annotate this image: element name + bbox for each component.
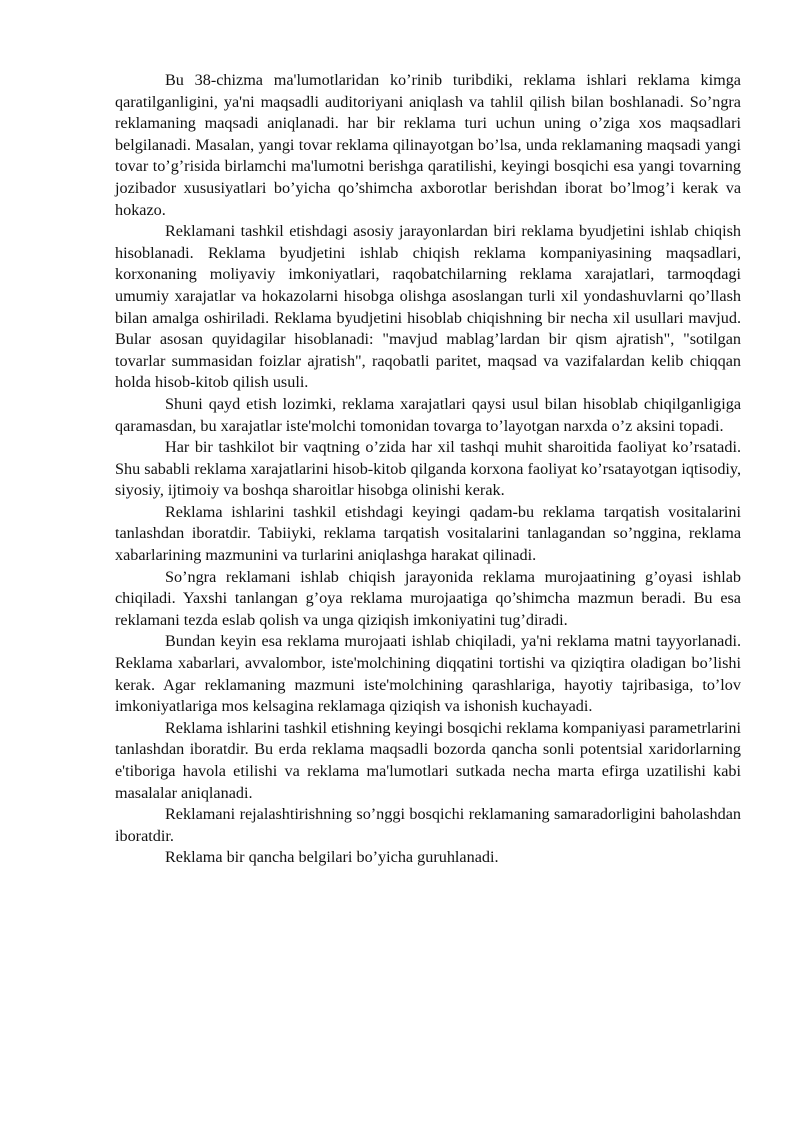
paragraph-1: Bu 38-chizma ma'lumotlaridan ko’rinib turibdiki, reklama ishlari reklama kimga qaratilganligini, ya'ni maqsadli auditoriyani aniqlash va tahlil qilish bilan boshlanadi. So’ngra reklamaning maqsadi aniqlanadi. har bir reklama turi uchun uning o’ziga xos maqsadlari belgilanadi. Masalan, yangi tovar reklama qilinayotgan bo’lsa, unda reklamaning maqsadi yangi tovar to’g’risida birlamchi ma'lumotni berishga qaratilishi, keyingi bosqichi esa yangi tovarning jozibador xususiyatlari bo’yicha qo’shimcha axborotlar berishdan iborat bo’lmog’i kerak va hokazo. [115,71,741,219]
paragraph-5: Reklama ishlarini tashkil etishdagi keyingi qadam-bu reklama tarqatish vositalarini tanlashdan iboratdir. Tabiiyki, reklama tarqatish vositalarini tanlagandan so’nggina, reklama xabarlarining mazmunini va turlarini aniqlashga harakat qilinadi. [115,502,741,565]
paragraph-2: Reklamani tashkil etishdagi asosiy jarayonlardan biri reklama byudjetini ishlab chiqish hisoblanadi. Reklama byudjetini ishlab chiqish reklama kompaniyasining maqsadlari, korxonaning moliyaviy imkoniyatlari, raqobatchilarning reklama xarajatlari, tarmoqdagi umumiy xarajatlar va hokazolarni hisobga olishga asoslangan turli xil yondashuvlarni qo’llash bilan amalga oshiriladi. Reklama byudjetini hisoblab chiqishning bir necha xil usullari mavjud. Bular asosan quyidagilar hisoblanadi: "mavjud mablag’lardan bir qism ajratish", "sotilgan tovarlar summasidan foizlar ajratish", raqobatli paritet, maqsad va vazifalardan kelib chiqqan holda hisob-kitob qilish usuli. [115,222,741,392]
paragraph-9: Reklamani rejalashtirishning so’nggi bosqichi reklamaning samaradorligini baholashdan iboratdir. [115,805,741,845]
paragraph-8: Reklama ishlarini tashkil etishning keyingi bosqichi reklama kompaniyasi parametrlarini tanlashdan iboratdir. Bu erda reklama maqsadli bozorda qancha sonli potentsial xaridorlarning e'tiboriga havola etilishi va reklama ma'lumotlari sutkada necha marta efirga uzatilishi kabi masalalar aniqlanadi. [115,718,741,802]
paragraph-3: Shuni qayd etish lozimki, reklama xarajatlari qaysi usul bilan hisoblab chiqilganligiga qaramasdan, bu xarajatlar iste'molchi tomonidan tovarga to’layotgan narxda o’z aksini topadi. [115,394,741,435]
document-page [115,70,741,869]
paragraph-6: So’ngra reklamani ishlab chiqish jarayonida reklama murojaatining g’oyasi ishlab chiqiladi. Yaxshi tanlangan g’oya reklama murojaatiga qo’shimcha mazmun beradi. Bu esa reklamani tezda eslab qolish va unga qiziqish imkoniyatini tug’diradi. [115,567,741,629]
paragraph-4: Har bir tashkilot bir vaqtning o’zida har xil tashqi muhit sharoitida faoliyat ko’rsatadi. Shu sababli reklama xarajatlarini hisob-kitob qilganda korxona faoliyat ko’rsatayotgan iqtisodiy, siyosiy, ijtimoiy va boshqa sharoitlar hisobga olinishi kerak. [115,438,741,500]
paragraph-10: Reklama bir qancha belgilari bo’yicha guruhlanadi. [165,848,499,867]
paragraph-7: Bundan keyin esa reklama murojaati ishlab chiqiladi, ya'ni reklama matni tayyorlanadi. Reklama xabarlari, avvalombor, iste'molchining diqqatini tortishi va qiziqtira oladigan bo’lishi kerak. Agar reklamaning mazmuni iste'molchining qarashlariga, hayotiy tajribasiga, to’lov imkoniyatlariga mos kelsagina reklamaga qiziqish va ishonish kuchayadi. [115,632,741,716]
